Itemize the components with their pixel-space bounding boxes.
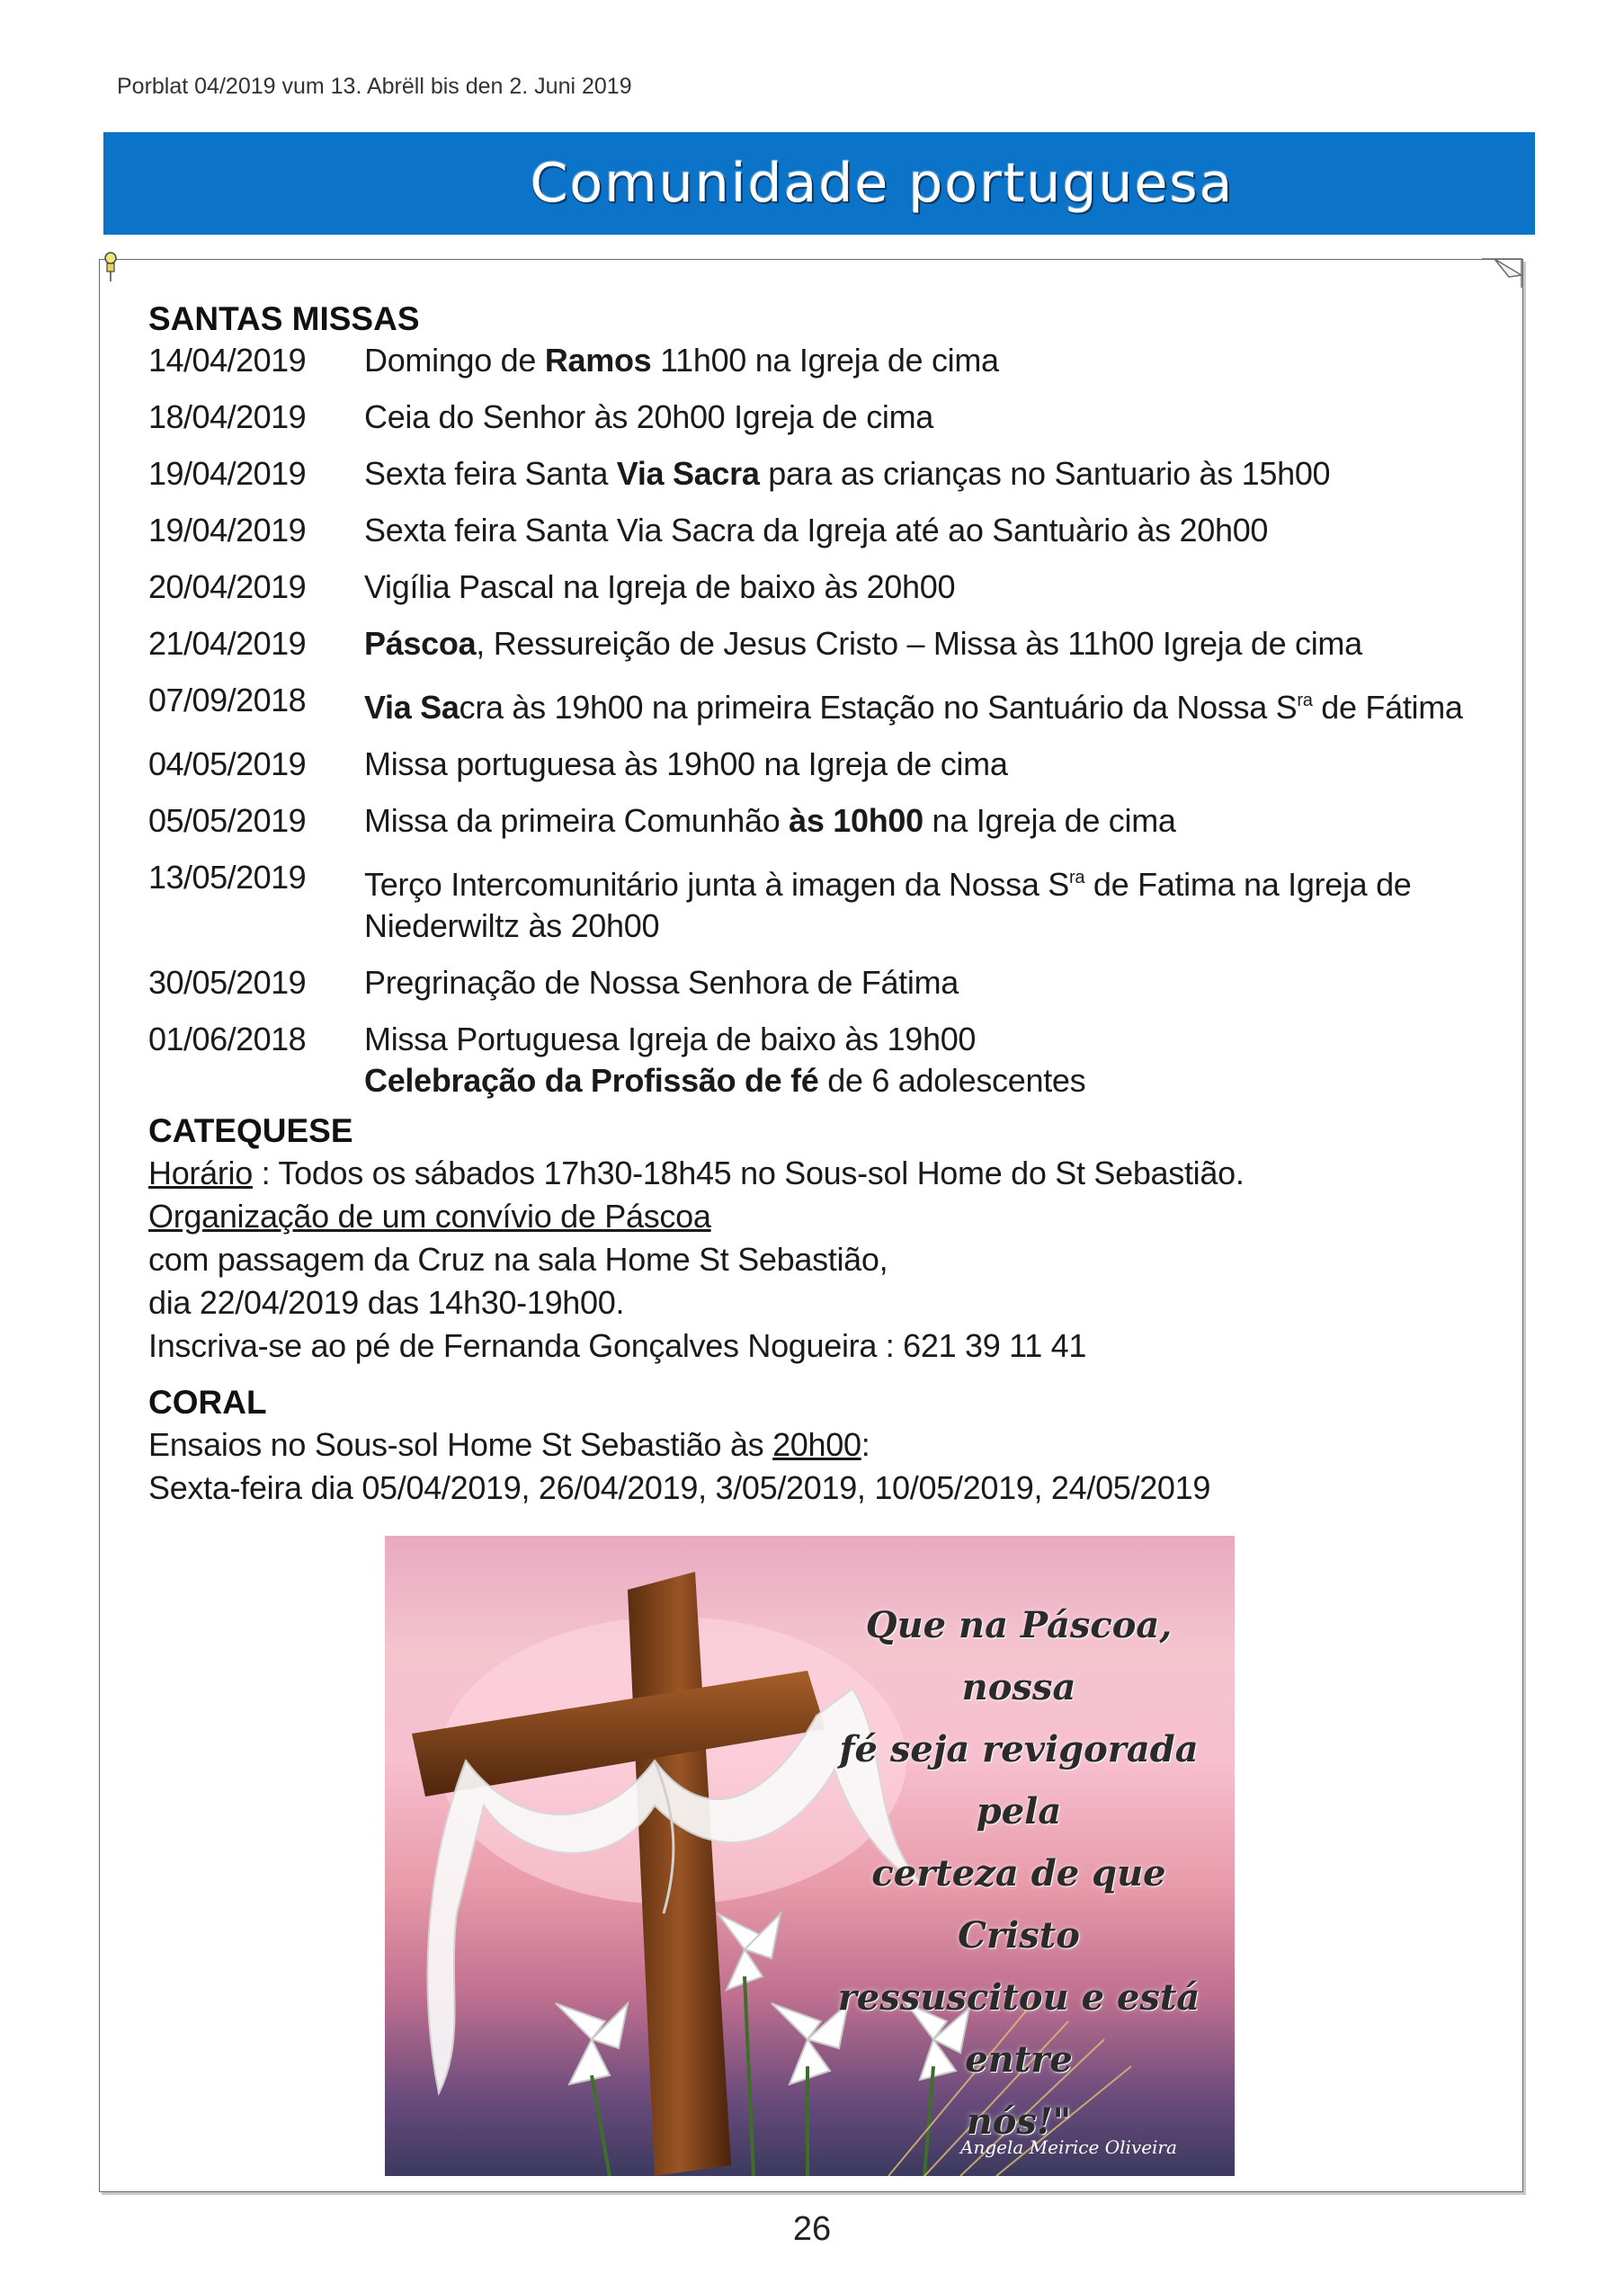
desc-bold: Celebração da Profissão de fé: [364, 1062, 819, 1099]
caption-line: certeza de que Cristo: [871, 1852, 1166, 1957]
mass-list: [148, 340, 1497, 1101]
mass-desc: Ceia do Senhor às 20h00 Igreja de cima: [364, 398, 934, 435]
superscript: ra: [1069, 868, 1085, 887]
desc-text: Sexta feira Santa: [364, 455, 617, 492]
mass-desc: [364, 623, 1497, 664]
coral-line: [148, 1423, 1497, 1467]
mass-desc: [364, 680, 1497, 728]
caption-line: fé seja revigorada pela: [839, 1728, 1199, 1833]
coral-text: Ensaios no Sous-sol Home St Sebastião às: [148, 1426, 773, 1463]
mass-date: 19/04/2019: [148, 512, 307, 548]
mass-date: 05/05/2019: [148, 802, 307, 839]
desc-bold: Via Sacra: [616, 455, 760, 492]
easter-image: [385, 1536, 1235, 2176]
mass-date: 14/04/2019: [148, 342, 307, 379]
list-item: [148, 510, 1497, 551]
list-item: [148, 857, 1497, 947]
coral-line: Sexta-feira dia 05/04/2019, 26/04/2019, 3/05/2019, 10/05/2019, 24/05/2019: [148, 1469, 1211, 1506]
mass-desc: [364, 453, 1497, 495]
desc-bold: Ramos: [544, 342, 652, 379]
list-item: [148, 453, 1497, 495]
mass-date: 18/04/2019: [148, 398, 307, 435]
mass-date: 21/04/2019: [148, 625, 307, 662]
mass-desc: [364, 1019, 1497, 1101]
desc-text: cra às 19h00 na primeira Estação no Santuário da Nossa S: [459, 689, 1298, 726]
desc-text: na Igreja de cima: [923, 802, 1176, 839]
mass-desc: [364, 800, 1497, 842]
mass-desc: Missa portuguesa às 19h00 na Igreja de cima: [364, 745, 1008, 782]
mass-date: 07/09/2018: [148, 682, 307, 718]
mass-date: 20/04/2019: [148, 568, 307, 605]
desc-text: 11h00 na Igreja de cima: [651, 342, 999, 379]
mass-date: 04/05/2019: [148, 745, 307, 782]
desc-text: de 6 adolescentes: [818, 1062, 1086, 1099]
horario-line: [148, 1152, 1497, 1195]
desc-text: Missa Portuguesa Igreja de baixo às 19h00: [364, 1021, 977, 1057]
catequese-line: dia 22/04/2019 das 14h30-19h00.: [148, 1284, 625, 1321]
list-item: [148, 566, 1497, 608]
list-item: [148, 962, 1497, 1003]
mass-desc: [364, 340, 1497, 381]
mass-desc: Pregrinação de Nossa Senhora de Fátima: [364, 964, 959, 1001]
desc-text: Terço Intercomunitário junta à imagen da Nossa S: [364, 866, 1070, 903]
catequese-title: CATEQUESE: [148, 1112, 353, 1149]
main-content: [148, 299, 1497, 1510]
mass-date: 01/06/2018: [148, 1021, 307, 1057]
desc-line2: [364, 1060, 1497, 1101]
list-item: [148, 397, 1497, 438]
catequese-line: Inscriva-se ao pé de Fernanda Gonçalves Nogueira : 621 39 11 41: [148, 1327, 1087, 1364]
coral-text: :: [861, 1426, 870, 1463]
section-banner: [103, 132, 1535, 235]
desc-text: de Fatima na Igreja de: [1084, 866, 1412, 903]
mass-date: 30/05/2019: [148, 964, 307, 1001]
desc-text: , Ressureição de Jesus Cristo – Missa às 11h00 Igreja de cima: [476, 625, 1362, 662]
page-number: 26: [792, 2210, 832, 2248]
banner-title: Comunidade portuguesa: [530, 152, 1235, 215]
running-header: Porblat 04/2019 vum 13. Abrëll bis den 2. Juni 2019: [117, 74, 632, 99]
caption-line: nós!": [966, 2100, 1072, 2143]
desc-text: Missa da primeira Comunhão: [364, 802, 790, 839]
santas-missas-title: SANTAS MISSAS: [148, 300, 420, 337]
desc-text: Domingo de: [364, 342, 545, 379]
desc-text: para as crianças no Santuario às 15h00: [759, 455, 1331, 492]
mass-date: 19/04/2019: [148, 455, 307, 492]
org-title: Organização de um convívio de Páscoa: [148, 1198, 711, 1235]
caption-line: ressuscitou e está entre: [837, 1976, 1200, 2081]
mass-desc: Sexta feira Santa Via Sacra da Igreja até ao Santuàrio às 20h00: [364, 512, 1269, 548]
caption-line: Que na Páscoa, nossa: [865, 1604, 1173, 1708]
desc-bold: Páscoa: [364, 625, 477, 662]
pin-icon: [101, 250, 120, 282]
mass-desc: Vigília Pascal na Igreja de baixo às 20h00: [364, 568, 956, 605]
catequese-line: com passagem da Cruz na sala Home St Sebastião,: [148, 1241, 888, 1278]
desc-bold: Via Sa: [364, 689, 460, 726]
superscript: ra: [1297, 691, 1313, 710]
list-item: [148, 1019, 1497, 1101]
image-signature: Angela Meirice Oliveira: [960, 2136, 1177, 2158]
coral-title: CORAL: [148, 1384, 267, 1421]
list-item: [148, 744, 1497, 785]
horario-text: : Todos os sábados 17h30-18h45 no Sous-sol Home do St Sebastião.: [252, 1155, 1245, 1191]
coral-time: 20h00: [772, 1426, 861, 1463]
list-item: [148, 800, 1497, 842]
mass-desc: [364, 857, 1497, 947]
desc-bold: às 10h00: [789, 802, 924, 839]
coral-block: [148, 1423, 1497, 1510]
desc-text: de Fátima: [1312, 689, 1463, 726]
list-item: [148, 340, 1497, 381]
mass-date: 13/05/2019: [148, 859, 307, 896]
list-item: [148, 680, 1497, 728]
horario-label: Horário: [148, 1155, 253, 1191]
catequese-block: [148, 1152, 1497, 1368]
page-curl-icon: [1482, 255, 1527, 291]
list-item: [148, 623, 1497, 664]
desc-line2: Niederwiltz às 20h00: [364, 907, 660, 944]
image-caption: [825, 1594, 1212, 2153]
